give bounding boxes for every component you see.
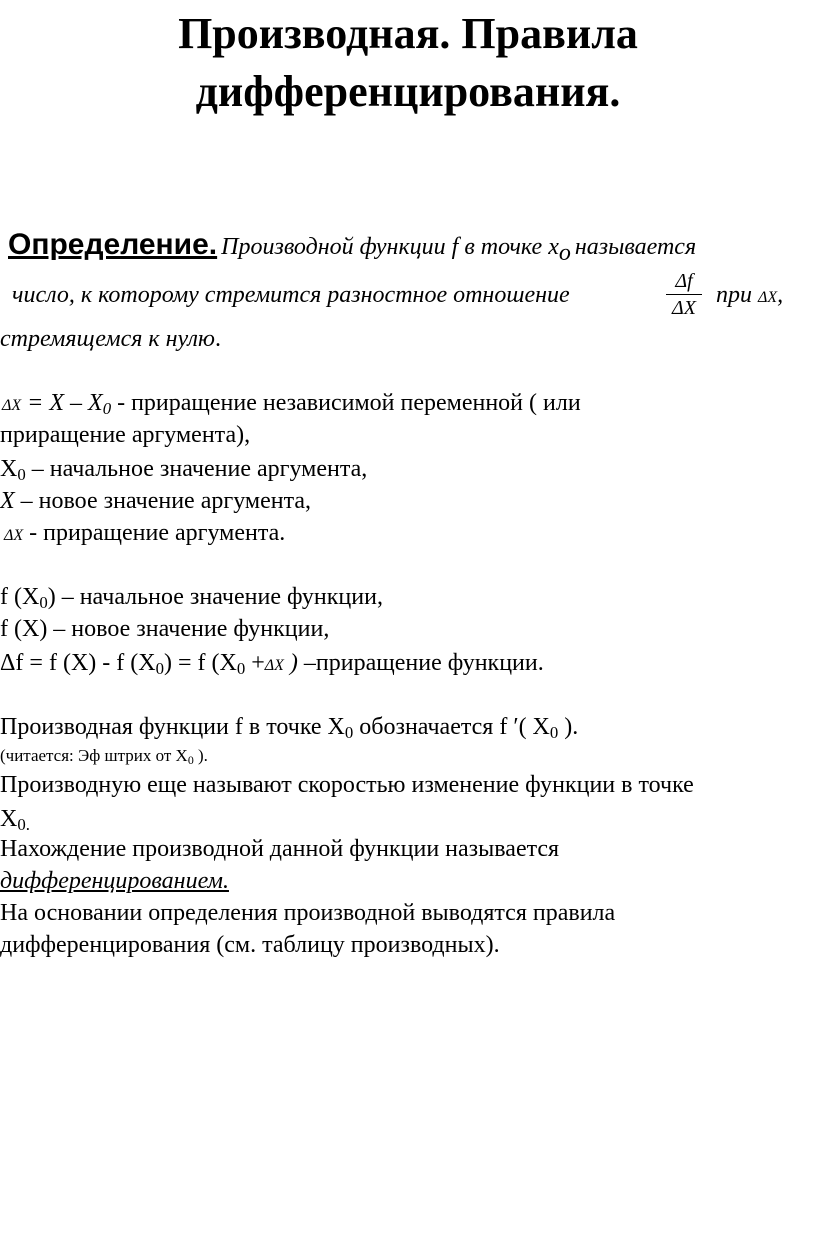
page-title-line-1: Производная. Правила	[178, 9, 638, 58]
definition-period: .	[214, 326, 221, 352]
delta-f-description: –приращение функции.	[303, 650, 544, 676]
notes-line-7: На основании определения производной выводятся правила	[0, 900, 616, 926]
definition-text-2: число, к которому стремится разностное отношение	[12, 282, 570, 308]
difference-quotient-fraction	[664, 270, 704, 319]
x0-point-sub: 0.	[17, 815, 30, 835]
notes-line-8: дифференцирования (см. таблицу производных).	[0, 932, 500, 958]
increment-line-4	[0, 488, 311, 515]
notation-sub-2: 0	[549, 723, 559, 743]
delta-f-delta-x: ΔX	[264, 657, 284, 674]
page-title-line-2: дифференцирования.	[195, 67, 621, 116]
delta-f-plus: +	[251, 650, 265, 676]
reading-text-a: (читается: Эф штрих от X	[0, 746, 188, 765]
definition-delta-x: ΔX	[758, 289, 778, 306]
increment-description: - приращение независимой переменной ( или	[117, 390, 581, 416]
definition-text-2-mid: при	[716, 282, 752, 308]
notation-text-b: обозначается f ′( X	[359, 714, 550, 740]
delta-f-close: )	[289, 650, 298, 676]
delta-f-formula-b: ) = f (X	[163, 650, 237, 676]
definition-line-2-end	[716, 282, 783, 309]
f-x0-sub: 0	[39, 593, 48, 613]
increment-line-3	[0, 456, 367, 483]
fraction-numerator: Δf	[675, 270, 693, 292]
f-x0-description: ) – начальное значение функции,	[47, 584, 383, 610]
definition-text-1: Производной функции f в точке x	[221, 234, 559, 260]
delta-f-formula-a: Δf = f (X) - f (X	[0, 650, 156, 676]
definition-text-3: стремящемся к нулю	[0, 326, 215, 352]
definition-heading: Определение.	[8, 228, 218, 261]
increment-line-1	[2, 390, 581, 417]
increment-line-5	[4, 520, 285, 547]
notation-text-a: Производная функции f в точке X	[0, 714, 345, 740]
notes-term-differentiation: дифференцированием.	[0, 868, 229, 894]
increment-line-2: приращение аргумента),	[0, 422, 251, 448]
fraction-bar	[666, 294, 702, 295]
delta-x-description: - приращение аргумента.	[29, 520, 286, 546]
definition-line-2	[12, 282, 570, 309]
delta-x-symbol: ΔX	[2, 397, 22, 414]
delta-f-sub-1: 0	[155, 659, 164, 679]
increment-formula: = X – X	[27, 390, 103, 416]
x-symbol: X	[0, 488, 15, 514]
notes-line-1	[0, 714, 578, 741]
reading-sub: 0	[187, 752, 194, 767]
delta-f-sub-2: 0	[236, 659, 246, 679]
reading-text-b: ).	[198, 746, 208, 765]
definition-line-1	[8, 228, 697, 266]
notation-text-c: ).	[564, 714, 579, 740]
x0-symbol: X	[0, 456, 18, 482]
notes-line-4	[0, 806, 30, 833]
function-line-2: f (X) – новое значение функции,	[0, 616, 330, 642]
x0-sub: 0	[17, 465, 26, 485]
x0-description: – начальное значение аргумента,	[31, 456, 368, 482]
notes-line-3: Производную еще называют скоростью изменение функции в точке	[0, 772, 694, 798]
definition-line-3	[0, 326, 221, 353]
notes-line-2	[0, 746, 208, 766]
x-description: – новое значение аргумента,	[20, 488, 312, 514]
function-line-1	[0, 584, 383, 611]
notation-sub-1: 0	[344, 723, 354, 743]
definition-x-sub: o	[558, 240, 571, 266]
definition-comma: ,	[777, 282, 784, 308]
function-line-3	[0, 650, 544, 677]
increment-formula-sub: 0	[102, 399, 112, 419]
delta-x-symbol-2: ΔX	[4, 527, 24, 544]
f-x0-open: f (X	[0, 584, 40, 610]
definition-text-1-end: называется	[574, 234, 697, 260]
fraction-denominator: ΔX	[672, 297, 696, 319]
notes-line-5: Нахождение производной данной функции называется	[0, 836, 560, 862]
x0-point-symbol: X	[0, 806, 18, 832]
